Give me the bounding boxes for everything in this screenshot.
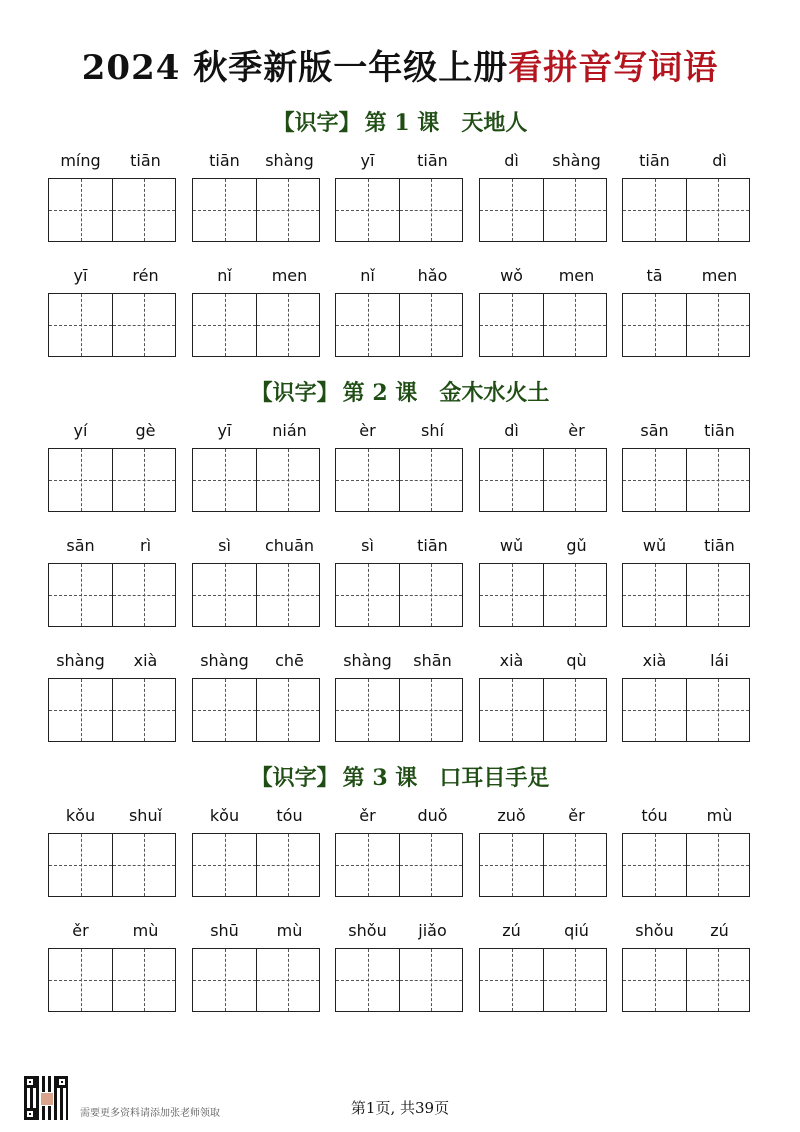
pinyin-label: shí xyxy=(421,421,444,440)
word-group xyxy=(48,650,178,750)
pinyin-label: wǔ xyxy=(642,536,667,555)
word-group xyxy=(622,535,752,635)
pinyin-label: shān xyxy=(413,651,452,670)
pinyin-label: xià xyxy=(642,651,667,670)
word-group xyxy=(192,535,322,635)
writing-grid xyxy=(335,178,463,242)
writing-grid xyxy=(192,178,320,242)
pinyin-label: gǔ xyxy=(566,536,587,555)
word-group xyxy=(479,805,609,905)
writing-grid xyxy=(622,293,750,357)
pinyin-label: zú xyxy=(710,921,729,940)
writing-grid xyxy=(335,833,463,897)
pinyin-label: nǐ xyxy=(360,266,375,285)
tianzige-cell[interactable] xyxy=(49,449,112,511)
word-group xyxy=(48,535,178,635)
pinyin-label: shū xyxy=(210,921,239,940)
tianzige-cell[interactable] xyxy=(336,449,399,511)
writing-grid xyxy=(48,293,176,357)
pinyin-label: mù xyxy=(706,806,733,825)
writing-grid xyxy=(622,563,750,627)
tianzige-cell[interactable] xyxy=(399,834,462,896)
tianzige-cell[interactable] xyxy=(49,564,112,626)
word-group xyxy=(48,150,178,250)
word-group xyxy=(622,150,752,250)
lesson-heading xyxy=(0,108,800,138)
pinyin-label: wǔ xyxy=(499,536,524,555)
tianzige-cell[interactable] xyxy=(686,679,749,741)
writing-grid xyxy=(335,563,463,627)
writing-grid xyxy=(479,833,607,897)
tianzige-cell[interactable] xyxy=(623,564,686,626)
page-number: 第1页, 共39页 xyxy=(350,1099,450,1117)
pinyin-label: yí xyxy=(73,421,88,440)
tianzige-cell[interactable] xyxy=(49,834,112,896)
pinyin-label: sān xyxy=(640,421,669,440)
tianzige-cell[interactable] xyxy=(686,449,749,511)
pinyin-label: shǒu xyxy=(348,921,387,940)
writing-grid xyxy=(48,833,176,897)
word-group xyxy=(335,805,465,905)
pinyin-label: shuǐ xyxy=(128,806,163,825)
pinyin-label: ěr xyxy=(72,921,89,940)
pinyin-label: yī xyxy=(360,151,375,170)
pinyin-label: tiān xyxy=(130,151,161,170)
pinyin-label: kǒu xyxy=(209,806,240,825)
tianzige-cell[interactable] xyxy=(193,679,256,741)
pinyin-label: míng xyxy=(60,151,101,170)
pinyin-label: sān xyxy=(66,536,95,555)
word-group xyxy=(335,920,465,1020)
pinyin-label: rì xyxy=(139,536,152,555)
word-group xyxy=(192,150,322,250)
tianzige-cell[interactable] xyxy=(543,949,606,1011)
word-group xyxy=(622,805,752,905)
pinyin-label: tóu xyxy=(276,806,303,825)
pinyin-label: kǒu xyxy=(65,806,96,825)
writing-grid xyxy=(335,293,463,357)
lesson-words: 金木水火土 xyxy=(439,380,550,406)
writing-grid xyxy=(192,678,320,742)
tianzige-cell[interactable] xyxy=(480,949,543,1011)
word-group xyxy=(479,650,609,750)
word-row xyxy=(0,650,800,750)
tianzige-cell[interactable] xyxy=(543,834,606,896)
tianzige-cell[interactable] xyxy=(686,294,749,356)
word-row xyxy=(0,535,800,635)
writing-grid xyxy=(622,678,750,742)
writing-grid xyxy=(48,178,176,242)
word-row xyxy=(0,150,800,250)
writing-grid xyxy=(622,948,750,1012)
writing-grid xyxy=(622,448,750,512)
pinyin-label: zuǒ xyxy=(497,806,526,825)
tianzige-cell[interactable] xyxy=(256,564,319,626)
lesson-heading xyxy=(0,763,800,793)
writing-grid xyxy=(479,448,607,512)
tianzige-cell[interactable] xyxy=(399,294,462,356)
word-group xyxy=(48,805,178,905)
writing-grid xyxy=(622,178,750,242)
tianzige-cell[interactable] xyxy=(112,679,175,741)
tianzige-cell[interactable] xyxy=(193,834,256,896)
pinyin-label: zú xyxy=(502,921,521,940)
word-group xyxy=(192,420,322,520)
writing-grid xyxy=(192,448,320,512)
tianzige-cell[interactable] xyxy=(112,949,175,1011)
writing-grid xyxy=(479,563,607,627)
tianzige-cell[interactable] xyxy=(256,179,319,241)
word-group xyxy=(622,650,752,750)
word-group xyxy=(335,150,465,250)
tianzige-cell[interactable] xyxy=(623,949,686,1011)
tianzige-cell[interactable] xyxy=(112,294,175,356)
tianzige-cell[interactable] xyxy=(399,564,462,626)
writing-grid xyxy=(479,948,607,1012)
word-row xyxy=(0,420,800,520)
pinyin-label: shàng xyxy=(265,151,314,170)
writing-grid xyxy=(48,563,176,627)
tianzige-cell[interactable] xyxy=(49,949,112,1011)
pinyin-label: men xyxy=(271,266,308,285)
tianzige-cell[interactable] xyxy=(480,834,543,896)
writing-grid xyxy=(192,833,320,897)
pinyin-label: nián xyxy=(272,421,307,440)
tianzige-cell[interactable] xyxy=(336,294,399,356)
pinyin-label: ěr xyxy=(568,806,585,825)
tianzige-cell[interactable] xyxy=(480,449,543,511)
tianzige-cell[interactable] xyxy=(686,949,749,1011)
writing-grid xyxy=(479,293,607,357)
word-group xyxy=(48,265,178,365)
pinyin-label: sì xyxy=(361,536,374,555)
lesson-words: 口耳目手足 xyxy=(439,765,550,791)
tianzige-cell[interactable] xyxy=(112,449,175,511)
writing-grid xyxy=(48,948,176,1012)
tianzige-cell[interactable] xyxy=(543,294,606,356)
pinyin-label: men xyxy=(558,266,595,285)
tianzige-cell[interactable] xyxy=(543,449,606,511)
word-group xyxy=(335,535,465,635)
writing-grid xyxy=(192,948,320,1012)
tianzige-cell[interactable] xyxy=(336,834,399,896)
pinyin-label: shàng xyxy=(200,651,249,670)
writing-grid xyxy=(622,833,750,897)
writing-grid xyxy=(48,678,176,742)
word-group xyxy=(622,420,752,520)
tianzige-cell[interactable] xyxy=(256,834,319,896)
word-row xyxy=(0,920,800,1020)
tianzige-cell[interactable] xyxy=(480,294,543,356)
pinyin-label: yī xyxy=(217,421,232,440)
pinyin-label: tiān xyxy=(704,421,735,440)
pinyin-label: xià xyxy=(133,651,158,670)
writing-grid xyxy=(479,178,607,242)
writing-grid xyxy=(335,948,463,1012)
pinyin-label: rén xyxy=(132,266,159,285)
pinyin-label: èr xyxy=(359,421,376,440)
tianzige-cell[interactable] xyxy=(193,449,256,511)
tianzige-cell[interactable] xyxy=(623,294,686,356)
tianzige-cell[interactable] xyxy=(623,179,686,241)
pinyin-label: qiú xyxy=(564,921,589,940)
pinyin-label: jiǎo xyxy=(418,921,447,940)
pinyin-label: qù xyxy=(566,651,587,670)
tianzige-cell[interactable] xyxy=(399,449,462,511)
writing-grid xyxy=(479,678,607,742)
word-group xyxy=(192,265,322,365)
tianzige-cell[interactable] xyxy=(112,179,175,241)
lesson-tag: 【识字】 xyxy=(250,380,339,406)
pinyin-label: shǒu xyxy=(635,921,674,940)
title-highlight: 看拼音写词语 xyxy=(508,48,719,88)
tianzige-cell[interactable] xyxy=(399,949,462,1011)
tianzige-cell[interactable] xyxy=(336,679,399,741)
pinyin-label: chē xyxy=(275,651,304,670)
pinyin-label: tā xyxy=(646,266,663,285)
pinyin-label: mù xyxy=(132,921,159,940)
pinyin-label: wǒ xyxy=(500,266,523,285)
pinyin-label: tiān xyxy=(417,536,448,555)
tianzige-cell[interactable] xyxy=(193,179,256,241)
pinyin-label: duǒ xyxy=(417,806,448,825)
tianzige-cell[interactable] xyxy=(399,679,462,741)
pinyin-label: yī xyxy=(73,266,88,285)
tianzige-cell[interactable] xyxy=(49,179,112,241)
tianzige-cell[interactable] xyxy=(49,294,112,356)
pinyin-label: tóu xyxy=(641,806,668,825)
title-main: 2024 秋季新版一年级上册 xyxy=(81,48,509,88)
lesson-number: 第 1 课 xyxy=(364,110,440,136)
word-group xyxy=(48,420,178,520)
footer-note: 需要更多资料请添加张老师领取 xyxy=(80,1108,220,1119)
lesson-tag: 【识字】 xyxy=(250,765,339,791)
tianzige-cell[interactable] xyxy=(543,564,606,626)
word-group xyxy=(335,650,465,750)
pinyin-label: èr xyxy=(568,421,585,440)
pinyin-label: tiān xyxy=(704,536,735,555)
lesson-heading xyxy=(0,378,800,408)
writing-grid xyxy=(335,678,463,742)
tianzige-cell[interactable] xyxy=(686,564,749,626)
pinyin-label: chuān xyxy=(264,536,315,555)
writing-grid xyxy=(192,293,320,357)
tianzige-cell[interactable] xyxy=(256,949,319,1011)
page-title xyxy=(0,44,800,92)
pinyin-label: nǐ xyxy=(217,266,232,285)
tianzige-cell[interactable] xyxy=(112,834,175,896)
pinyin-label: men xyxy=(701,266,738,285)
pinyin-label: tiān xyxy=(417,151,448,170)
tianzige-cell[interactable] xyxy=(256,294,319,356)
tianzige-cell[interactable] xyxy=(256,679,319,741)
lesson-tag: 【识字】 xyxy=(272,110,361,136)
tianzige-cell[interactable] xyxy=(686,834,749,896)
word-row xyxy=(0,265,800,365)
tianzige-cell[interactable] xyxy=(193,949,256,1011)
pinyin-label: shàng xyxy=(343,651,392,670)
writing-grid xyxy=(48,448,176,512)
pinyin-label: dì xyxy=(504,151,519,170)
tianzige-cell[interactable] xyxy=(623,679,686,741)
pinyin-label: gè xyxy=(135,421,156,440)
tianzige-cell[interactable] xyxy=(623,834,686,896)
tianzige-cell[interactable] xyxy=(336,564,399,626)
word-group xyxy=(335,265,465,365)
pinyin-label: lái xyxy=(710,651,729,670)
pinyin-label: hǎo xyxy=(417,266,448,285)
word-group xyxy=(335,420,465,520)
tianzige-cell[interactable] xyxy=(480,179,543,241)
tianzige-cell[interactable] xyxy=(399,179,462,241)
word-group xyxy=(479,420,609,520)
tianzige-cell[interactable] xyxy=(480,679,543,741)
tianzige-cell[interactable] xyxy=(336,179,399,241)
tianzige-cell[interactable] xyxy=(543,679,606,741)
word-row xyxy=(0,805,800,905)
word-group xyxy=(479,920,609,1020)
tianzige-cell[interactable] xyxy=(623,449,686,511)
word-group xyxy=(479,535,609,635)
pinyin-label: dì xyxy=(504,421,519,440)
tianzige-cell[interactable] xyxy=(256,449,319,511)
word-group xyxy=(479,150,609,250)
pinyin-label: mù xyxy=(276,921,303,940)
tianzige-cell[interactable] xyxy=(112,564,175,626)
pinyin-label: ěr xyxy=(359,806,376,825)
word-group xyxy=(192,650,322,750)
lesson-number: 第 3 课 xyxy=(342,765,418,791)
pinyin-label: shàng xyxy=(552,151,601,170)
pinyin-label: dì xyxy=(712,151,727,170)
pinyin-label: xià xyxy=(499,651,524,670)
tianzige-cell[interactable] xyxy=(193,564,256,626)
pinyin-label: sì xyxy=(218,536,231,555)
tianzige-cell[interactable] xyxy=(336,949,399,1011)
lesson-words: 天地人 xyxy=(461,110,528,136)
lesson-number: 第 2 课 xyxy=(342,380,418,406)
word-group xyxy=(479,265,609,365)
word-group xyxy=(192,805,322,905)
tianzige-cell[interactable] xyxy=(193,294,256,356)
word-group xyxy=(48,920,178,1020)
pinyin-label: tiān xyxy=(639,151,670,170)
tianzige-cell[interactable] xyxy=(480,564,543,626)
tianzige-cell[interactable] xyxy=(686,179,749,241)
word-group xyxy=(192,920,322,1020)
pinyin-label: tiān xyxy=(209,151,240,170)
word-group xyxy=(622,920,752,1020)
tianzige-cell[interactable] xyxy=(543,179,606,241)
writing-grid xyxy=(192,563,320,627)
pinyin-label: shàng xyxy=(56,651,105,670)
word-group xyxy=(622,265,752,365)
writing-grid xyxy=(335,448,463,512)
tianzige-cell[interactable] xyxy=(49,679,112,741)
